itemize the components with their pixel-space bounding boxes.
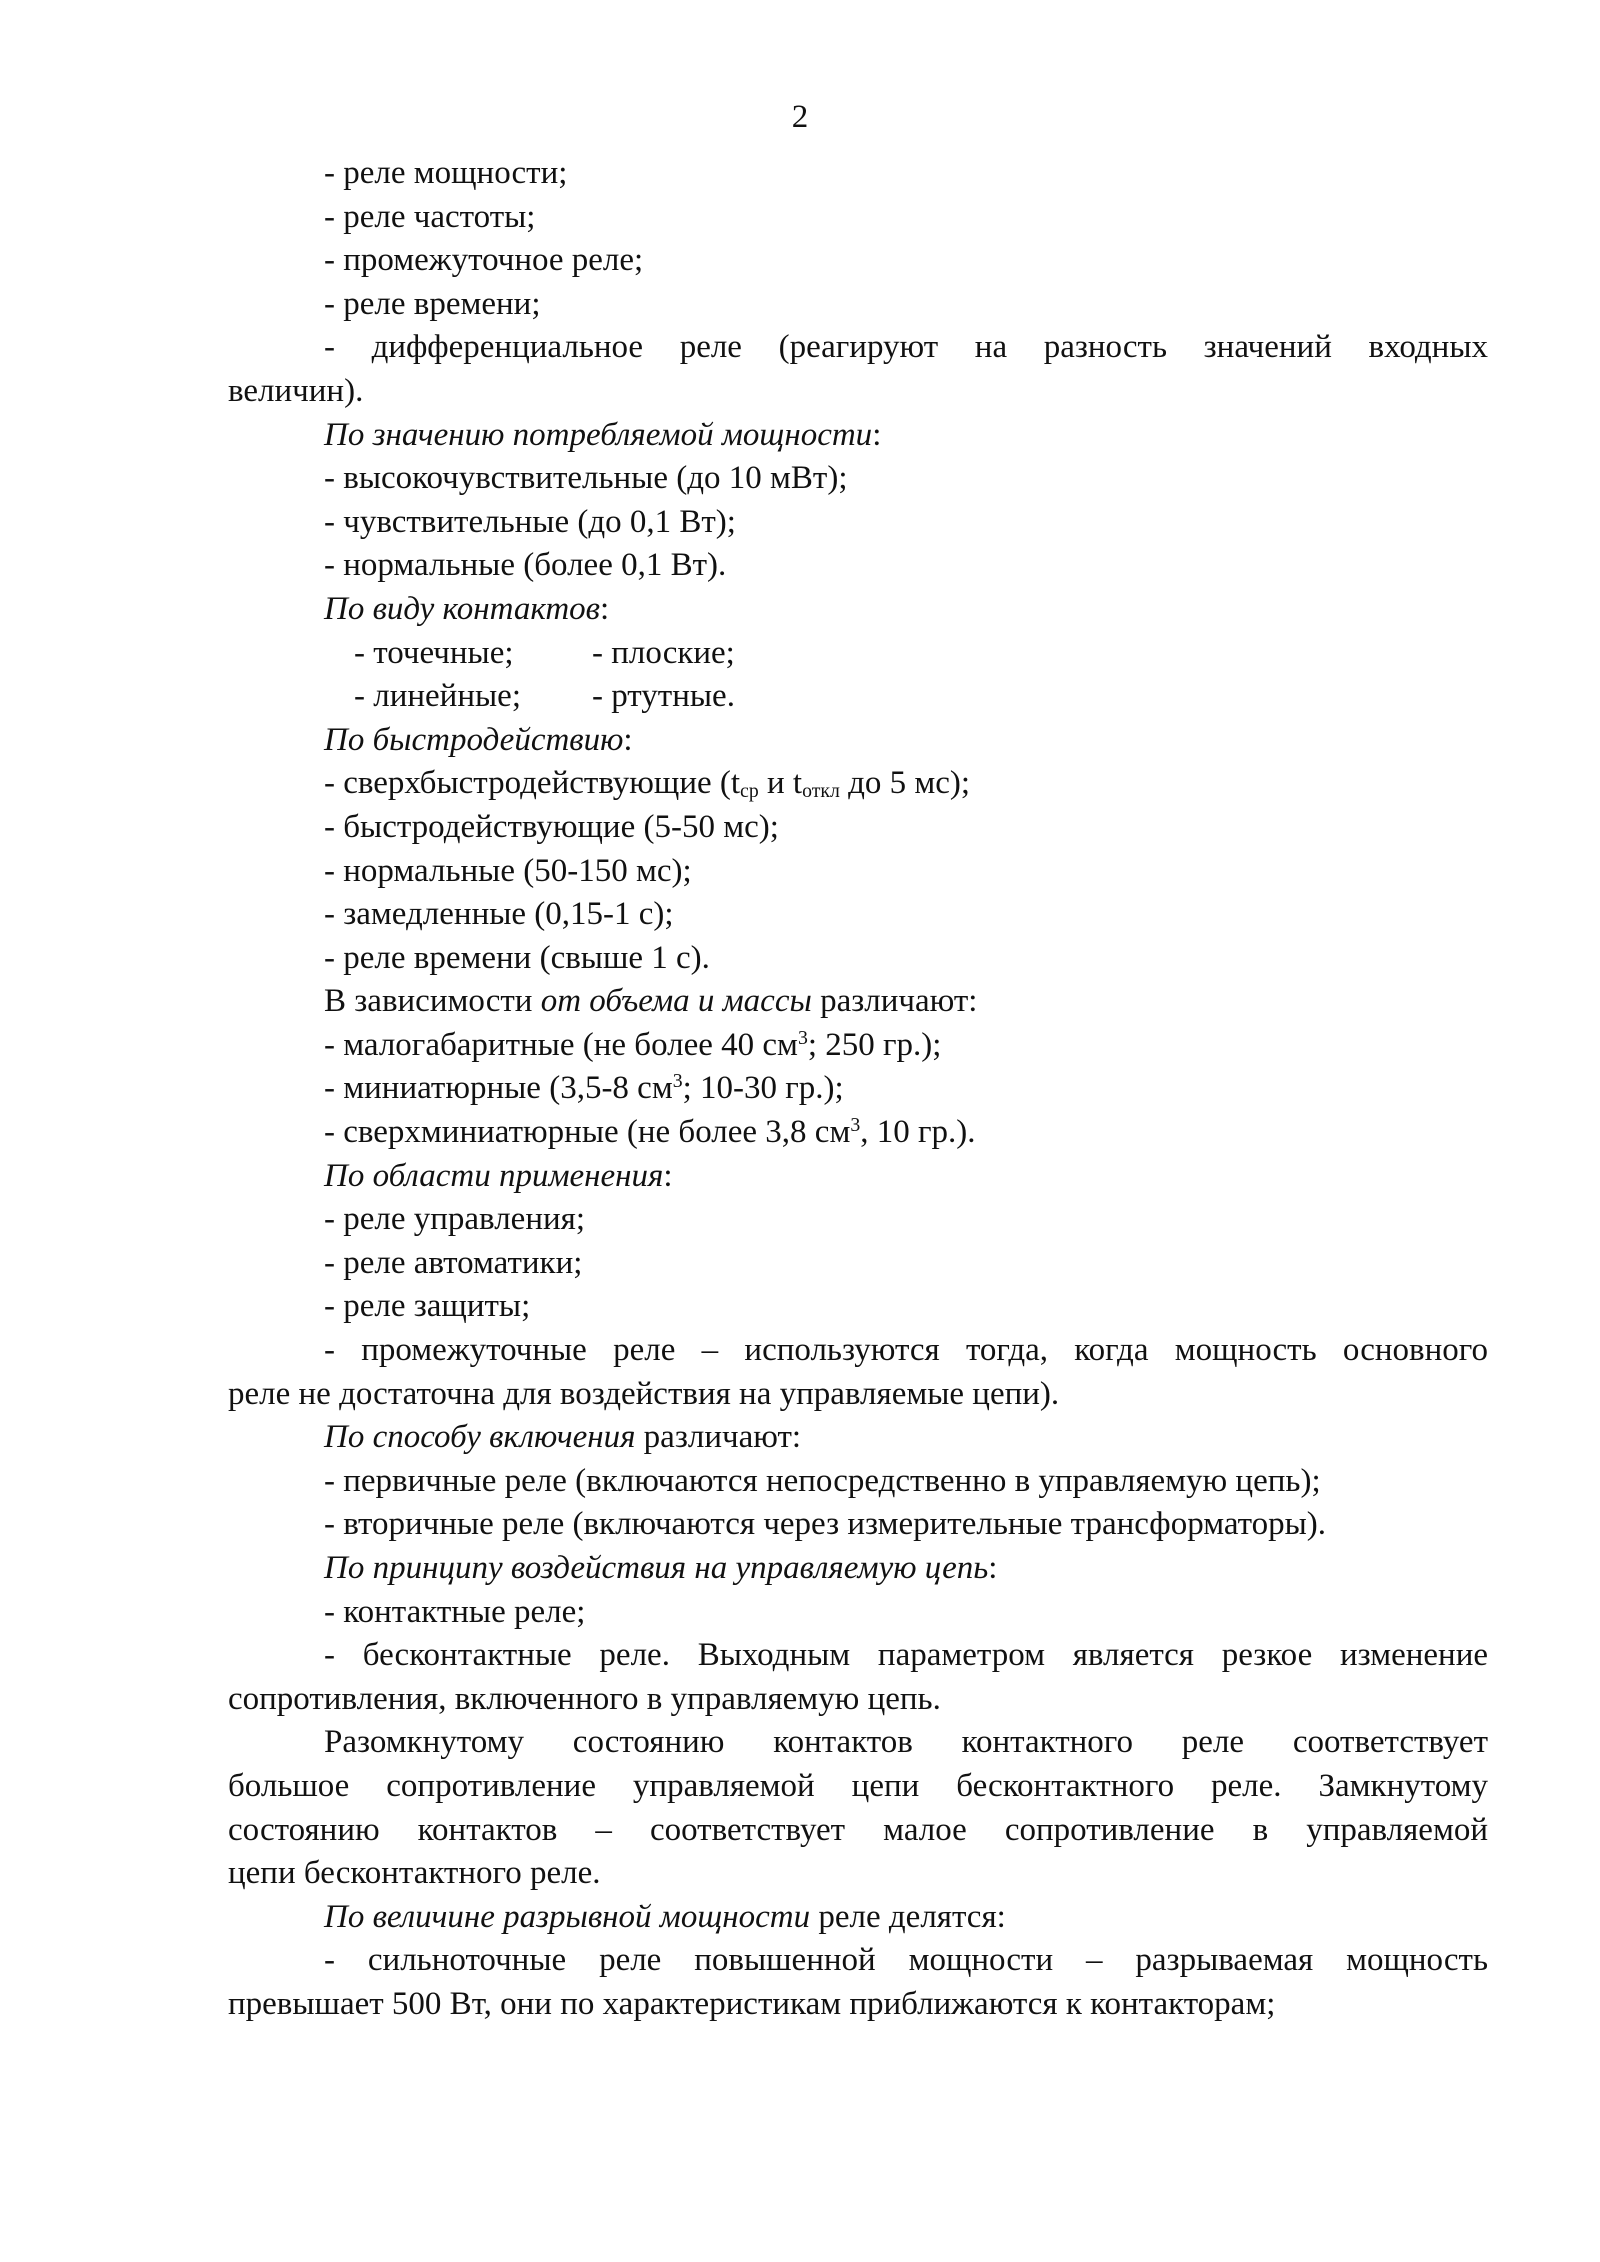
heading-tail: : <box>872 416 882 453</box>
heading-tail: различают: <box>635 1419 802 1456</box>
section-heading <box>228 414 1488 458</box>
section-heading <box>228 1416 1488 1460</box>
heading-italic: По величине разрывной мощности <box>324 1898 811 1935</box>
heading-tail: : <box>988 1550 998 1586</box>
superscript: 3 <box>797 1027 808 1049</box>
text-run: до 5 мс); <box>839 765 971 802</box>
section-heading <box>228 719 1488 763</box>
text-run: - сверхбыстродействующие (t <box>324 765 741 802</box>
list-item: - промежуточные реле – используются тогда, когда мощность основного <box>324 1332 1488 1369</box>
superscript: 3 <box>850 1114 861 1137</box>
list-item: - первичные реле (включаются непосредственно в управляемую цепь); <box>324 1462 1321 1499</box>
list-item: - промежуточное реле; <box>324 242 644 279</box>
section-heading <box>228 588 1488 632</box>
heading-tail: различают: <box>811 983 978 1020</box>
section-heading <box>228 1155 1488 1199</box>
list-item: - чувствительные (до 0,1 Вт); <box>324 503 736 540</box>
section-heading <box>228 980 1488 1024</box>
list-item: - реле времени; <box>324 285 541 322</box>
list-item: - реле управления; <box>324 1201 585 1238</box>
list-item: - высокочувствительные (до 10 мВт); <box>324 460 848 497</box>
heading-italic: от объема и массы <box>540 983 812 1020</box>
text-run: - сверхминиатюрные (не более 3,8 см <box>324 1114 851 1151</box>
heading-italic: По быстродействию <box>324 721 624 758</box>
list-item: - реле частоты; <box>324 198 536 235</box>
section-heading <box>228 1896 1488 1940</box>
list-item: - нормальные (50-150 мс); <box>324 852 692 889</box>
text-run: ; 10-30 гр.); <box>682 1070 844 1107</box>
subscript: ср <box>740 780 759 803</box>
paragraph-line: цепи бесконтактного реле. <box>228 1855 601 1892</box>
list-item: - контактные реле; <box>324 1593 586 1630</box>
list-item: - реле мощности; <box>324 155 568 191</box>
heading-tail: : <box>600 590 610 627</box>
list-item: - реле автоматики; <box>324 1244 583 1281</box>
list-item-continuation: превышает 500 Вт, они по характеристикам приближаются к контакторам; <box>228 1985 1276 2022</box>
text-run: и t <box>758 765 803 802</box>
text-run: - миниатюрные (3,5-8 см <box>324 1070 673 1107</box>
list-item: - бесконтактные реле. Выходным параметром является резкое изменение <box>324 1637 1488 1674</box>
heading-prefix: В зависимости <box>324 983 541 1020</box>
list-item <box>228 1024 1488 1068</box>
column-item: - ртутные. <box>592 678 735 715</box>
paragraph-line: состоянию контактов – соответствует малое сопротивление в управляемой <box>228 1811 1488 1848</box>
list-item-continuation: величин). <box>228 372 364 409</box>
heading-italic: По виду контактов <box>324 590 601 627</box>
list-item: - замедленные (0,15-1 с); <box>324 896 674 933</box>
subscript: откл <box>802 780 840 803</box>
text-run: - малогабаритные (не более 40 см <box>324 1026 798 1063</box>
paragraph-line: большое сопротивление управляемой цепи бесконтактного реле. Замкнутому <box>228 1767 1488 1804</box>
heading-italic: По области применения <box>324 1157 664 1194</box>
section-heading <box>228 1547 1488 1591</box>
list-item: - сильноточные реле повышенной мощности – разрываемая мощность <box>324 1942 1488 1979</box>
list-item: - вторичные реле (включаются через измерительные трансформаторы). <box>324 1506 1327 1543</box>
two-column-row <box>228 632 1488 676</box>
heading-italic: По принципу воздействия на управляемую цепь <box>324 1550 989 1586</box>
list-item-continuation: сопротивления, включенного в управляемую цепь. <box>228 1680 941 1717</box>
heading-tail: : <box>663 1157 673 1194</box>
list-item: - быстродействующие (5-50 мс); <box>324 808 779 845</box>
heading-italic: По значению потребляемой мощности <box>324 416 873 453</box>
list-item: - нормальные (более 0,1 Вт). <box>324 547 727 584</box>
two-column-row <box>228 675 1488 719</box>
text-run: ; 250 гр.); <box>807 1026 942 1063</box>
paragraph-line: Разомкнутому состоянию контактов контактного реле соответствует <box>324 1724 1488 1761</box>
list-item: - реле времени (свыше 1 с). <box>324 939 710 976</box>
list-item <box>228 1067 1488 1111</box>
superscript: 3 <box>672 1070 683 1093</box>
list-item-continuation: реле не достаточна для воздействия на управляемые цепи). <box>228 1375 1060 1412</box>
heading-italic: По способу включения <box>324 1419 636 1456</box>
page-content <box>228 152 1488 2027</box>
column-item: - плоские; <box>592 634 735 671</box>
page-number: 2 <box>791 99 809 135</box>
list-item: - реле защиты; <box>324 1288 531 1325</box>
heading-tail: : <box>623 721 633 758</box>
column-item: - линейные; <box>354 678 521 715</box>
text-run: , 10 гр.). <box>860 1114 976 1151</box>
heading-tail: реле делятся: <box>810 1898 1006 1935</box>
list-item: - дифференциальное реле (реагируют на разность значений входных <box>324 329 1488 366</box>
list-item <box>228 762 1488 806</box>
column-item: - точечные; <box>354 634 514 671</box>
list-item <box>228 1111 1488 1155</box>
